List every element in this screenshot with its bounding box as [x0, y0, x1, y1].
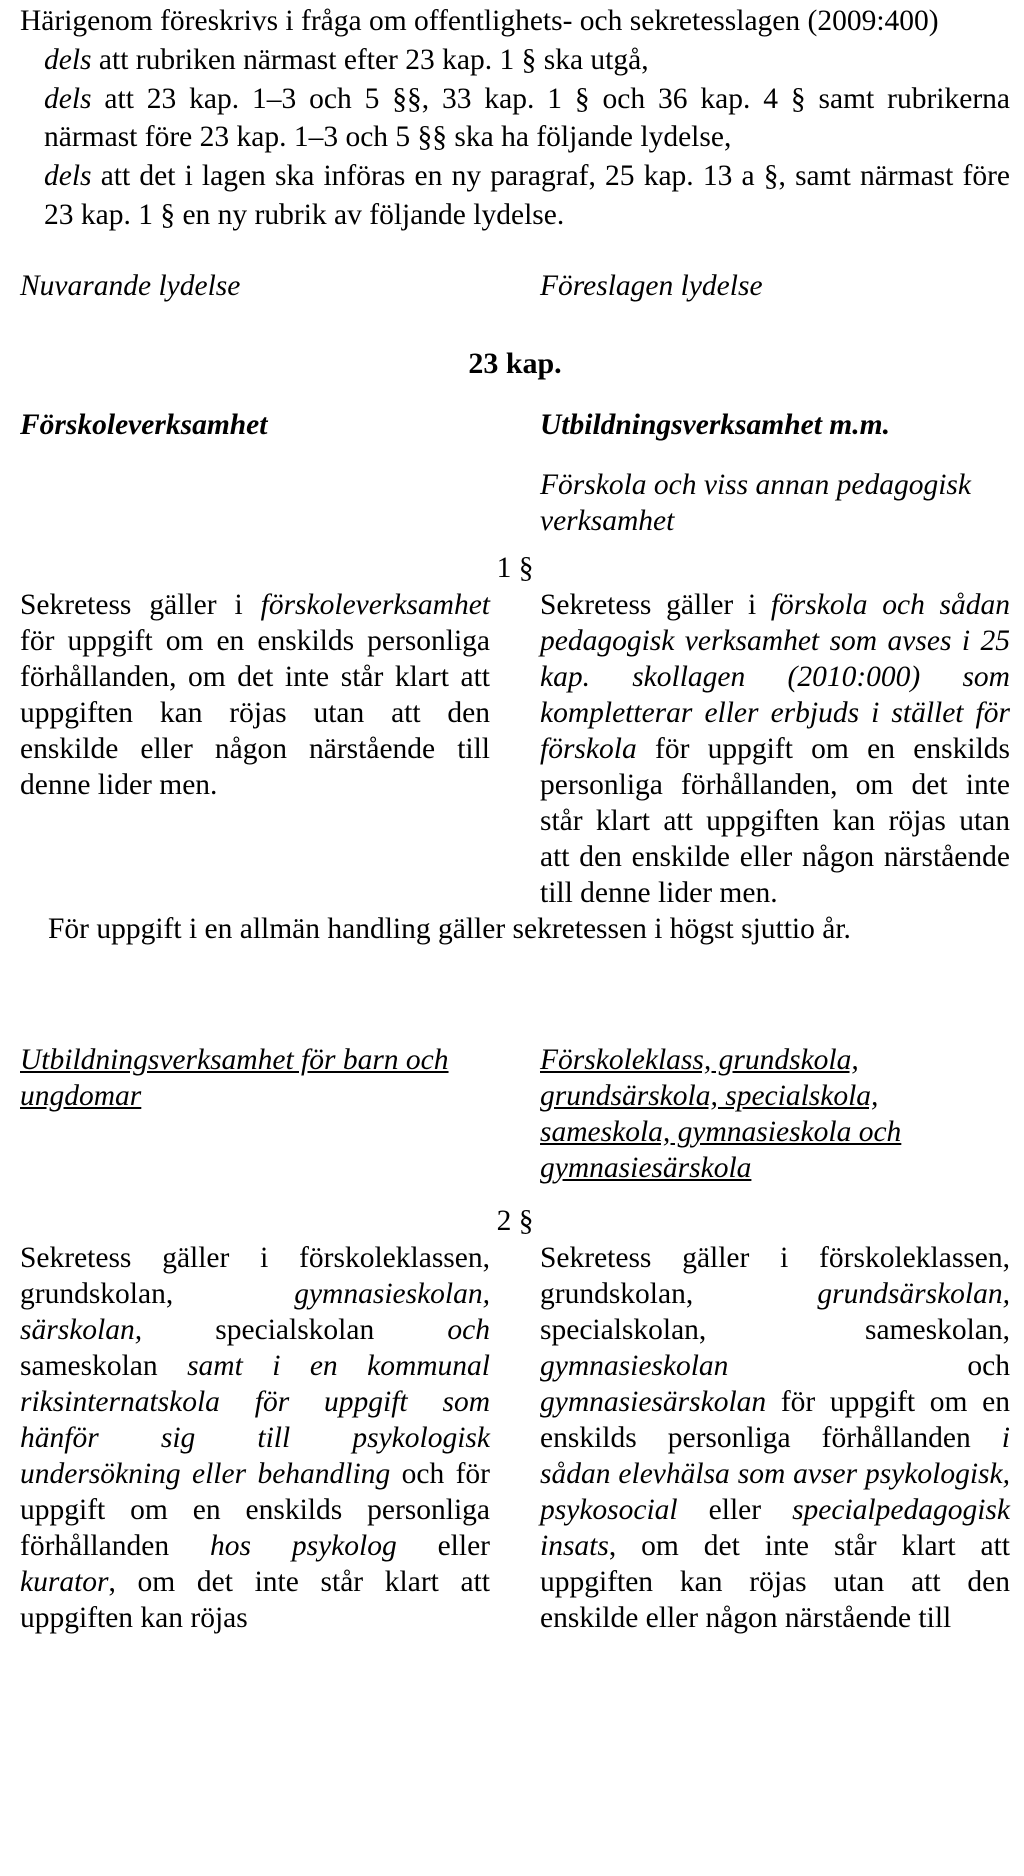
section-1-block [20, 387, 1010, 1634]
text-run: Sekretess gäller i förskoleklassen, grundskolan, [20, 1241, 490, 1310]
text-run: Sekretess gäller i [540, 588, 771, 621]
text-emphasis: gymnasieskolan, särskolan, [20, 1277, 490, 1346]
text-emphasis: gymnasieskolan [540, 1349, 729, 1382]
section-number-2: 2 § [496, 1204, 534, 1237]
text-emphasis: i sådan elevhälsa som avser psykologisk, psykosocial [540, 1421, 1010, 1526]
text-run: och för uppgift om en enskilds personliga förhållanden [20, 1457, 490, 1562]
text-emphasis: och [447, 1313, 490, 1346]
chapter-heading: 23 kap. [468, 346, 562, 380]
dels-clause-1 [20, 41, 1010, 80]
text-run: specialskolan [142, 1313, 448, 1346]
text-run: Sekretess gäller i [20, 588, 261, 621]
text-run: sameskolan [20, 1349, 188, 1382]
text-run: och [728, 1349, 1010, 1382]
dels-text: att det i lagen ska införas en ny paragraf, 25 kap. 13 a §, samt närmast före 23 kap. 1 § en ny rubrik av följande lydelse. [44, 160, 1010, 231]
text-emphasis: specialpedagogisk insats [540, 1493, 1010, 1562]
text-run: för uppgift om en enskilds personliga förhållanden, om det inte står klart att uppgiften kan röjas utan att den enskilde eller någon närstående till denne lider men. [540, 732, 1010, 909]
dels-clause-2 [20, 80, 1010, 158]
closing-sentence-1: För uppgift i en allmän handling gäller sekretessen i högst sjuttio år. [48, 912, 851, 945]
dels-text: att rubriken närmast efter 23 kap. 1 § ska utgå, [91, 43, 649, 76]
text-run: specialskolan, sameskolan, [540, 1313, 1010, 1346]
text-emphasis: grundsärskolan, [817, 1277, 1010, 1310]
intro-line: Härigenom föreskrivs i fråga om offentlighets- och sekretesslagen (2009:400) [20, 5, 939, 37]
current-text-1 [20, 587, 490, 803]
current-wording-label: Nuvarande lydelse [20, 269, 241, 302]
text-run: , om det inte står klart att uppgiften kan röjas utan att den enskilde eller någon närstående till [540, 1529, 1010, 1634]
text-run: , om det inte står klart att uppgiften kan röjas [20, 1565, 490, 1634]
proposed-heading-1: Utbildningsverksamhet m.m. [540, 408, 890, 441]
dels-emphasis: dels [44, 43, 92, 76]
text-emphasis: förskoleverksamhet [260, 588, 490, 621]
text-run: för uppgift om en enskilds personliga förhållanden, om det inte står klart att uppgiften kan röjas utan att den enskilde eller någon närstående till denne lider men. [20, 624, 490, 801]
proposed-wording-label: Föreslagen lydelse [540, 269, 763, 302]
document-page [20, 2, 1010, 1634]
text-emphasis: gymnasiesärskolan [540, 1385, 767, 1418]
text-run: eller [677, 1493, 793, 1526]
dels-clause-3 [20, 157, 1010, 235]
proposed-text-1 [540, 587, 1010, 911]
section-number-1: 1 § [496, 551, 534, 584]
text-run: Sekretess gäller i förskoleklassen, grundskolan, [540, 1241, 1010, 1310]
text-run: för uppgift om en enskilds personliga förhållanden [540, 1385, 1010, 1454]
proposed-subheading-1: Förskola och viss annan pedagogisk verksamhet [540, 468, 971, 537]
text-emphasis: samt i en kommunal riksinternatskola för uppgift som hänför sig till psykologisk undersökning eller behandling [20, 1349, 490, 1490]
current-heading-2 [20, 1042, 490, 1114]
text-emphasis: kurator [20, 1565, 109, 1598]
current-heading-1: Förskoleverksamhet [20, 408, 268, 441]
dels-text: att 23 kap. 1–3 och 5 §§, 33 kap. 1 § och 36 kap. 4 § samt rubrikerna närmast före 23 kap. 1–3 och 5 §§ ska ha följande lydelse, [44, 82, 1010, 154]
text-emphasis: hos psykolog [209, 1529, 397, 1562]
text-emphasis: förskola och sådan pedagogisk verksamhet som avses i 25 kap. skollagen (2010:000) som kompletterar eller erbjuds i stället för förskola [540, 588, 1010, 765]
proposed-heading-2 [540, 1042, 1010, 1186]
column-labels [20, 270, 1010, 310]
current-text-2 [20, 1240, 490, 1636]
dels-emphasis: dels [44, 160, 92, 193]
proposed-text-2 [540, 1240, 1010, 1636]
text-run: eller [396, 1529, 490, 1562]
underlined-heading: Utbildningsverksamhet för barn och ungdomar [20, 1043, 449, 1112]
intro-paragraph [20, 2, 1010, 235]
underlined-heading: Förskoleklass, grundskola, grundsärskola, specialskola, sameskola, gymnasieskola och gymnasiesärskola [540, 1043, 902, 1184]
dels-emphasis: dels [44, 82, 92, 115]
